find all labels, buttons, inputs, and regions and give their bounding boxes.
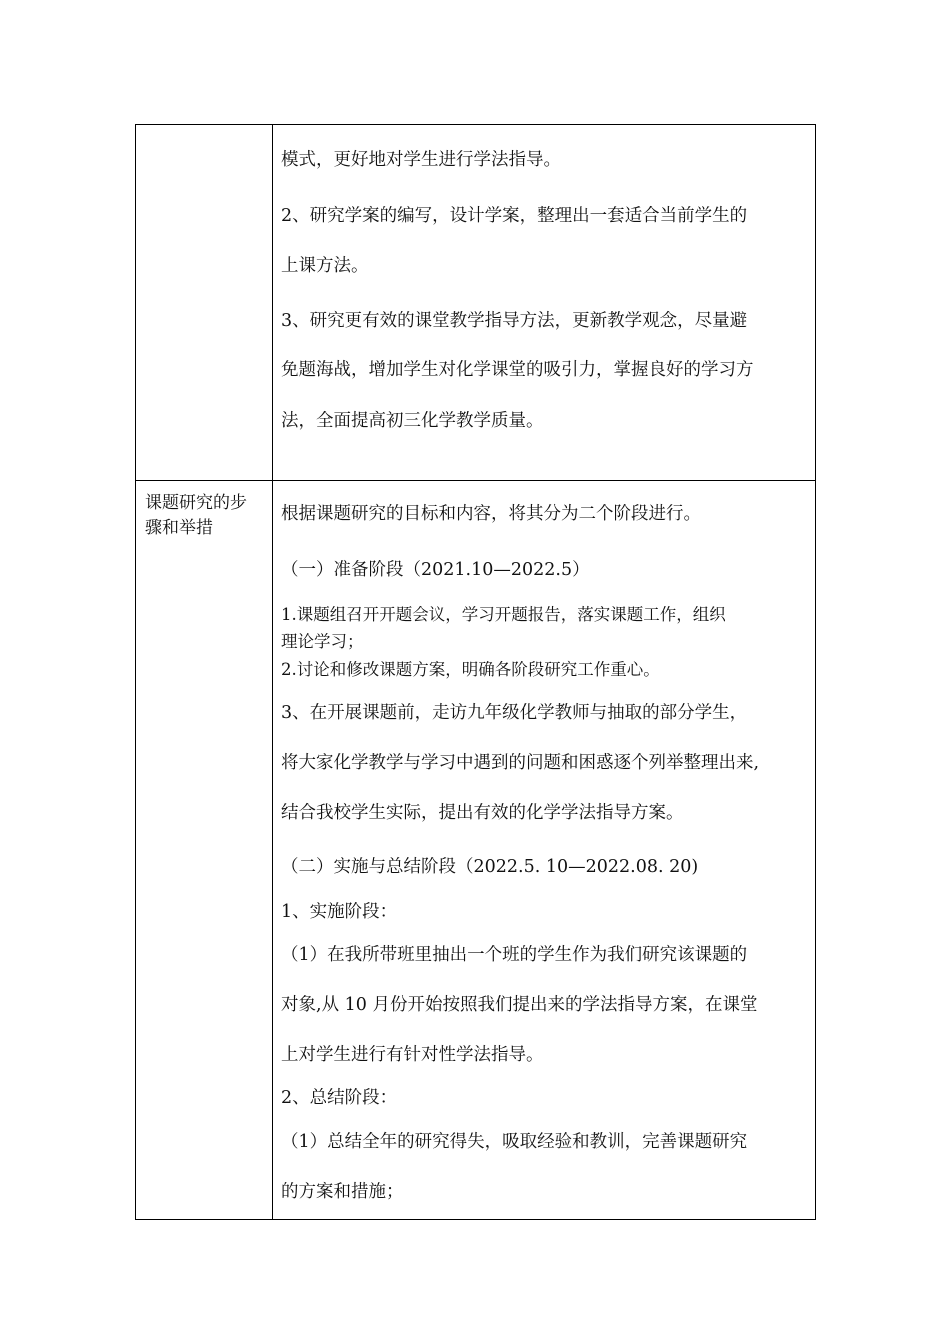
- content-line: 模式，更好地对学生进行学法指导。: [281, 150, 561, 170]
- content-line: （1）总结全年的研究得失，吸取经验和教训，完善课题研究: [281, 1132, 748, 1152]
- content-line: 免题海战，增加学生对化学课堂的吸引力，掌握良好的学习方: [281, 360, 754, 380]
- column-divider: [272, 124, 273, 1220]
- content-line: 结合我校学生实际，提出有效的化学学法指导方案。: [281, 803, 684, 823]
- row-label-line: 课题研究的步: [145, 493, 247, 513]
- content-line: 2、总结阶段：: [281, 1088, 398, 1108]
- content-line: 1.课题组召开开题会议，学习开题报告，落实课题工作，组织: [281, 605, 726, 624]
- row-divider: [135, 480, 816, 481]
- content-line: 法，全面提高初三化学教学质量。: [281, 411, 544, 431]
- content-line: 2.讨论和修改课题方案，明确各阶段研究工作重心。: [281, 660, 660, 679]
- content-line: 将大家化学教学与学习中遇到的问题和困惑逐个列举整理出来,: [281, 753, 760, 773]
- content-line: （1）在我所带班里抽出一个班的学生作为我们研究该课题的: [281, 945, 748, 965]
- content-line: 3、研究更有效的课堂教学指导方法，更新教学观念，尽量避: [281, 311, 748, 331]
- content-line: 的方案和措施；: [281, 1182, 404, 1202]
- content-line: 1、实施阶段：: [281, 902, 398, 922]
- content-line: 根据课题研究的目标和内容，将其分为二个阶段进行。: [281, 504, 701, 524]
- row-label-line: 骤和举措: [145, 518, 213, 538]
- section-heading: （一）准备阶段（2021.10—2022.5）: [281, 560, 590, 580]
- content-line: 上课方法。: [281, 256, 369, 276]
- content-line: 理论学习；: [281, 632, 364, 651]
- section-heading: （二）实施与总结阶段（2022.5. 10—2022.08. 20): [281, 857, 699, 877]
- content-line: 3、在开展课题前，走访九年级化学教师与抽取的部分学生，: [281, 703, 748, 723]
- content-line: 2、研究学案的编写，设计学案，整理出一套适合当前学生的: [281, 206, 748, 226]
- content-line: 对象,从 10 月份开始按照我们提出来的学法指导方案，在课堂: [281, 995, 758, 1015]
- content-line: 上对学生进行有针对性学法指导。: [281, 1045, 544, 1065]
